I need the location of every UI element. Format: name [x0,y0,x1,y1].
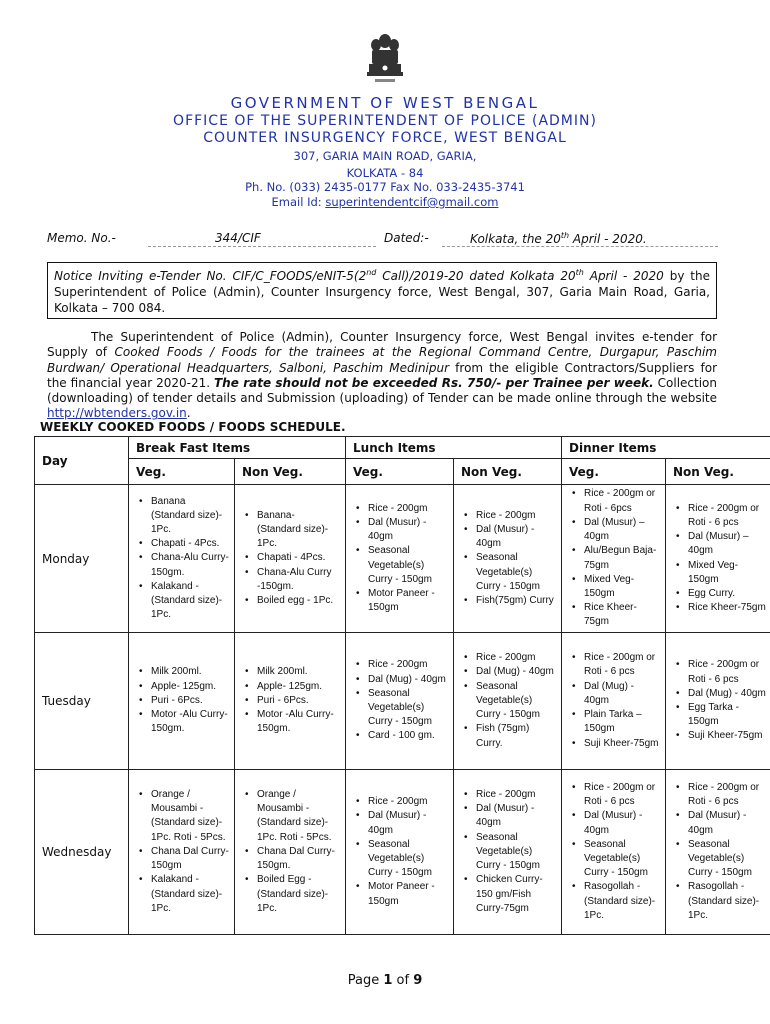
dated-label: Dated:- [384,231,429,245]
menu-item: • Motor Paneer - 150gm [354,880,448,908]
schedule-title: WEEKLY COOKED FOODS / FOODS SCHEDULE. [40,420,346,434]
menu-item: • Rasogollah - (Standard size)- 1Pc. [674,880,766,923]
menu-item: • Suji Kheer-75gm [674,729,766,743]
menu-cell [666,633,770,770]
menu-item: • Kalakand - (Standard size)- 1Pc. [137,580,229,623]
menu-item: • Fish(75gm) Curry [462,594,556,608]
subheader-nonveg: Non Veg. [454,459,562,485]
menu-item: • Boiled Egg - (Standard size)- 1Pc. [243,873,340,916]
menu-item: • Chana-Alu Curry-150gm. [137,551,229,579]
menu-item: • Rice - 200gm or Roti - 6 pcs [674,658,766,686]
memo-date: Kolkata, the 20th April - 2020. [470,231,647,246]
menu-item: • Seasonal Vegetable(s) Curry - 150gm [354,687,448,730]
menu-item-list [454,509,561,608]
menu-item-list [235,788,345,916]
menu-item: • Rice - 200gm [462,509,556,523]
menu-item: • Chana-Alu Curry -150gm. [243,566,340,594]
tender-paragraph: The Superintendent of Police (Admin), Counter Insurgency force, West Bengal invites e-tender for Supply of Cooked Foods / Foods for the trainees at the Regional Command Centre, Durgapur, Paschim Burdwan/ Operational Headquarters, Salboni, Paschim Medinipur from the eligible Contractors/Suppliers for the financial year 2020-21. The rate should not be exceeded Rs. 750/- per Trainee per week. Collection (downloading) of tender details and Submission (uploading) of Tender can be made online through the website http://wbtenders.gov.in. [47,330,718,421]
menu-item-list [562,651,665,750]
subheader-veg: Veg. [562,459,666,485]
menu-item-list [129,665,234,736]
menu-item-list [562,781,665,923]
menu-item: • Mixed Veg-150gm [674,559,766,587]
menu-cell [562,770,666,935]
menu-item: • Milk 200ml. [243,665,340,679]
menu-item: • Puri - 6Pcs. [137,694,229,708]
menu-item: • Dal (Mug) - 40gm [462,665,556,679]
date-dotted-line [442,246,718,247]
wbtenders-link[interactable]: http://wbtenders.gov.in [47,406,187,421]
menu-item: • Motor -Alu Curry-150gm. [137,708,229,736]
menu-item: • Suji Kheer-75gm [570,737,660,751]
menu-item: • Rice Kheer-75gm [570,601,660,629]
menu-cell [562,485,666,633]
breakfast-header: Break Fast Items [129,437,346,459]
menu-cell [129,485,235,633]
menu-item: • Chapati - 4Pcs. [137,537,229,551]
menu-item: • Chana Dal Curry-150gm. [243,845,340,873]
subheader-nonveg: Non Veg. [666,459,770,485]
day-cell: Tuesday [35,633,129,770]
menu-cell [346,633,454,770]
menu-item-list [346,795,453,909]
schedule-row [35,633,770,770]
menu-item-list [129,495,234,623]
menu-item: • Rice - 200gm or Roti - 6 pcs [570,781,660,809]
letterhead-government: GOVERNMENT OF WEST BENGAL [230,94,540,112]
menu-item: • Seasonal Vegetable(s) Curry - 150gm [462,831,556,874]
menu-cell [346,485,454,633]
memo-dotted-line [148,246,376,247]
menu-item: • Apple- 125gm. [243,680,340,694]
menu-item: • Chapati - 4Pcs. [243,551,340,565]
menu-item: • Rice - 200gm or Roti - 6 pcs [674,502,766,530]
menu-cell [454,770,562,935]
menu-item: • Rice - 200gm [354,795,448,809]
subheader-veg: Veg. [346,459,454,485]
menu-item: • Rice - 200gm [354,658,448,672]
menu-item-list [454,651,561,750]
lunch-header: Lunch Items [346,437,562,459]
menu-item: • Puri - 6Pcs. [243,694,340,708]
memo-label: Memo. No.- [47,231,116,245]
menu-item-list [666,658,770,743]
menu-item: • Seasonal Vegetable(s) Curry - 150gm [354,838,448,881]
notice-box: Notice Inviting e-Tender No. CIF/C_FOODS/eNIT-5(2nd Call)/2019-20 dated Kolkata 20th April - 2020 by the Superintendent of Police (Admin), Counter Insurgency force, West Bengal, 307, Garia Main Road, Garia, Kolkata – 700 084. [47,262,717,319]
menu-item: • Rice - 200gm [462,651,556,665]
menu-cell [666,485,770,633]
menu-cell [346,770,454,935]
menu-item: • Rice - 200gm or Roti - 6 pcs [570,651,660,679]
memo-number: 344/CIF [215,231,261,245]
menu-item: • Dal (Musur) - 40gm [462,802,556,830]
menu-item: • Orange / Mousambi - (Standard size)- 1Pc. Roti - 5Pcs. [243,788,340,845]
letterhead-office: OFFICE OF THE SUPERINTENDENT OF POLICE (ADMIN) [173,113,597,129]
menu-item: • Dal (Mug) - 40gm [674,687,766,701]
letterhead-city: KOLKATA - 84 [346,166,424,180]
menu-item: • Dal (Mug) - 40gm [354,673,448,687]
menu-item: • Rasogollah - (Standard size)- 1Pc. [570,880,660,923]
menu-item-list [454,788,561,916]
menu-item: • Egg Tarka - 150gm [674,701,766,729]
food-schedule-table [34,436,770,935]
menu-item: • Dal (Musur) - 40gm [354,516,448,544]
menu-item: • Dal (Musur) – 40gm [570,516,660,544]
subheader-veg: Veg. [129,459,235,485]
letterhead-force: COUNTER INSURGENCY FORCE, WEST BENGAL [203,130,567,146]
menu-item: • Chana Dal Curry- 150gm [137,845,229,873]
page-footer: Page 1 of 9 [347,973,423,988]
menu-item: • Seasonal Vegetable(s) Curry - 150gm [462,551,556,594]
menu-item: • Rice - 200gm [462,788,556,802]
menu-item-list [235,509,345,608]
menu-cell [454,633,562,770]
menu-item: • Chicken Curry-150 gm/Fish Curry-75gm [462,873,556,916]
menu-item-list [666,502,770,616]
menu-cell [235,770,346,935]
menu-item: • Card - 100 gm. [354,729,448,743]
menu-item: • Seasonal Vegetable(s) Curry - 150gm [674,838,766,881]
menu-cell [129,770,235,935]
menu-item-list [346,658,453,743]
menu-cell [562,633,666,770]
letterhead-phone: Ph. No. (033) 2435-0177 Fax No. 033-2435-3741 [245,180,525,194]
menu-item: • Motor Paneer - 150gm [354,587,448,615]
menu-item: • Rice Kheer-75gm [674,601,766,615]
menu-item: • Milk 200ml. [137,665,229,679]
menu-item: • Boiled egg - 1Pc. [243,594,340,608]
menu-item: • Apple- 125gm. [137,680,229,694]
menu-item: • Kalakand - (Standard size)- 1Pc. [137,873,229,916]
menu-item: • Fish (75gm) Curry. [462,722,556,750]
menu-cell [454,485,562,633]
menu-item: • Dal (Musur) – 40gm [674,530,766,558]
menu-item: • Dal (Musur) - 40gm [354,809,448,837]
menu-cell [129,633,235,770]
menu-item-list [235,665,345,736]
menu-item-list [129,788,234,916]
schedule-row [35,770,770,935]
menu-item-list [562,487,665,629]
menu-item: • Dal (Musur) - 40gm [674,809,766,837]
menu-cell [666,770,770,935]
menu-item-list [346,502,453,616]
menu-item: • Alu/Begun Baja-75gm [570,544,660,572]
menu-item: • Egg Curry. [674,587,766,601]
menu-item-list [666,781,770,923]
day-header: Day [35,437,129,485]
menu-item: • Rice - 200gm or Roti - 6pcs [570,487,660,515]
menu-item: • Rice - 200gm [354,502,448,516]
schedule-row [35,485,770,633]
menu-item: • Plain Tarka – 150gm [570,708,660,736]
subheader-nonveg: Non Veg. [235,459,346,485]
email-label: Email Id: [271,195,326,209]
email-link[interactable]: superintendentcif@gmail.com [325,195,499,209]
menu-cell [235,633,346,770]
menu-item: • Seasonal Vegetable(s) Curry - 150gm [570,838,660,881]
menu-item: • Dal (Musur) - 40gm [462,523,556,551]
menu-item: • Rice - 200gm or Roti - 6 pcs [674,781,766,809]
menu-item: • Dal (Mug) - 40gm [570,680,660,708]
menu-item: • Seasonal Vegetable(s) Curry - 150gm [462,680,556,723]
day-cell: Wednesday [35,770,129,935]
letterhead-address: 307, GARIA MAIN ROAD, GARIA, [293,149,477,163]
dinner-header: Dinner Items [562,437,770,459]
day-cell: Monday [35,485,129,633]
menu-item: • Banana (Standard size)- 1Pc. [137,495,229,538]
menu-item: • Seasonal Vegetable(s) Curry - 150gm [354,544,448,587]
menu-item: • Banana- (Standard size)- 1Pc. [243,509,340,552]
menu-item: • Mixed Veg-150gm [570,573,660,601]
menu-item: • Motor -Alu Curry-150gm. [243,708,340,736]
state-emblem-icon [362,32,408,94]
letterhead-email-line [0,195,770,209]
menu-item: • Dal (Musur) - 40gm [570,809,660,837]
menu-item: • Orange / Mousambi - (Standard size)- 1Pc. Roti - 5Pcs. [137,788,229,845]
menu-cell [235,485,346,633]
